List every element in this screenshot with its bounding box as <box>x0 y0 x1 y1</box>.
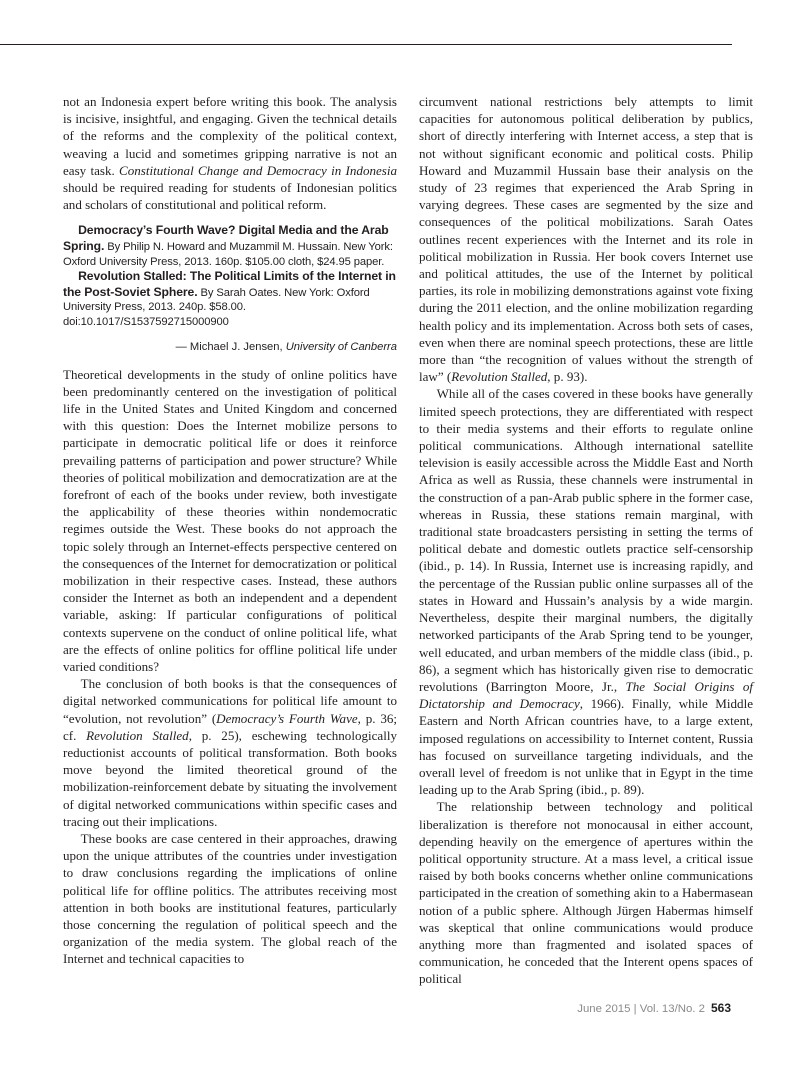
body-paragraph <box>63 830 397 968</box>
text-run: The relationship between technology and political liberalization is therefore not monocausal in either account, depending heavily on the emergence of apertures within the political opportunity structure. At a mass level, a critical issue raised by both books concerns whether online communications participated in the creation of something akin to a Habermasean notion of a public sphere. Although Jürgen Habermas himself was skeptical that online communications would produce anything more than fragmented and isolated spaces of communication, he conceded that the Interent opens spaces of political <box>419 799 753 987</box>
book-citation-2 <box>63 269 397 329</box>
text-run: These books are case centered in their approaches, drawing upon the unique attributes of the countries under investigation to draw conclusions regarding the implications of online political life for offline politics. The attributes receiving most attention in both books are institutional features, particularly those concerning the regulation of political speech and the organization of the media system. The global reach of the Internet and technical capacities to <box>63 831 397 967</box>
left-column <box>63 93 397 968</box>
body-paragraph <box>63 366 397 676</box>
body-paragraph <box>63 675 397 830</box>
reviewer-byline: — Michael J. Jensen, University of Canberra <box>175 340 397 353</box>
text-run: , p. 36; cf. <box>63 710 397 743</box>
book-details-2: By Sarah Oates. New York: Oxford University Press, 2013. 240p. $58.00. <box>63 286 370 314</box>
text-run: , p. 93). <box>547 369 588 385</box>
book-title-2: Revolution Stalled: The Political Limits of the Internet in the Post-Soviet Sphere. <box>63 269 396 299</box>
text-run: Theoretical developments in the study of online politics have been predominantly centered on the investigation of political life in the United States and United Kingdom and concerned with this question: Does the Internet mobilize persons to participate in democratic political life or does it reinforce prevailing patterns of participation and power structure? While theories of political mobilization and democratization are at the forefront of each of the books under review, both investigate the applicability of these theories within nondemocratic regimes outside the West. These books do not approach the topic solely through an Internet-effects perspective centered on the consequences of the Internet for democratization or political mobilization in their respective cases. Instead, these authors consider the Internet as both an independent and a dependent variable, asking: If particular configurations of political contexts supervene on the conduct of online political life, what are the effects of online politics for offline political life under varied conditions? <box>63 366 398 675</box>
journal-issue: June 2015 | Vol. 13/No. 2 <box>577 1003 705 1015</box>
doi: doi:10.1017/S1537592715000900 <box>63 315 229 328</box>
text-run: , 1966). Finally, while Middle Eastern and North African countries have, to a large extent, imposed regulations on accessibility to Internet content, Russia has focused on surveillance targeting individuals, and the overall level of freedom is not unlike that in Egypt in the time leading up to the Arab Spring (ibid., p. 89). <box>419 696 753 798</box>
italic-run: Constitutional Change and Democracy in Indonesia <box>119 162 398 178</box>
text-run: circumvent national restrictions bely attempts to limit capacities for autonomous political deliberation by publics, short of directly interfering with Internet access, a step that is not without significant economic and political costs. Philip Howard and Muzammil Hussain base their analysis on the study of 23 regimes that experienced the Arab Spring in varying degrees. These cases are segmented by the size and consequences of the political mobilizations. Sarah Oates outlines recent experiences with the Internet and its role in political mobilization in Russia. Her book covers Internet use and political attitudes, the use of the Internet by political parties, its role in mobilizing demonstrations against vote fixing during the 2011 election, and the online mobilization regarding health policy and its implementation. Across both sets of cases, even when there are nominal speech protections, these are little more than “the recognition of values without the strength of law” ( <box>419 94 753 385</box>
reviewer-affiliation: University of Canberra <box>285 340 397 353</box>
italic-run: Revolution Stalled <box>451 369 548 385</box>
italic-run: Democracy’s Fourth Wave <box>216 710 358 726</box>
italic-run: The Social Origins of Dictatorship and Democracy <box>419 678 753 712</box>
page-footer <box>577 1001 731 1015</box>
text-run: , p. 25), eschewing technologically reductionist accounts of political transformation. Both books move beyond the limited theoretical ground of the mobilization-reinforcement debate by situating the involvement of digital networked communications within specific cases and tracing out their implications. <box>63 727 397 829</box>
header-rule <box>0 44 732 45</box>
body-paragraph <box>419 385 753 798</box>
right-column <box>419 93 753 988</box>
intro-paragraph <box>63 93 397 213</box>
book-title-1: Democracy’s Fourth Wave? Digital Media and the Arab Spring. <box>63 223 389 254</box>
italic-run: Revolution Stalled <box>86 727 189 743</box>
book-details-1: By Philip N. Howard and Muzammil M. Hussain. New York: Oxford University Press, 2013. 160p. $105.00 cloth, $24.95 paper. <box>63 241 393 268</box>
text-run: should be required reading for students of Indonesian politics and scholars of constitutional and political reform. <box>63 180 397 213</box>
text-run: not an Indonesia expert before writing this book. The analysis is incisive, insightful, and engaging. Given the technical details of the reforms and the complexity of the political context, weaving a lucid and sometimes gripping narrative is not an easy task. <box>63 94 397 178</box>
book-citation-1 <box>63 223 397 269</box>
body-paragraph <box>419 798 753 987</box>
body-paragraph <box>419 93 753 385</box>
text-run: The conclusion of both books is that the consequences of digital networked communications for political life amount to “evolution, not revolution” ( <box>63 676 397 726</box>
text-run: While all of the cases covered in these books have generally limited speech protections, they are differentiated with respect to their media systems and their efforts to regulate online political communications. Although international satellite television is easily accessible across the Middle East and North Africa as well as Russia, these channels were instrumental in the construction of a pan-Arab public sphere in the former case, whereas in Russia, these stations remain marginal, with traditional state broadcasters persisting in setting the terms of political debate and domestic outlets practice self-censorship (ibid., p. 14). In Russia, Internet use is increasing rapidly, and the percentage of the Russian public online surpasses all of the states in Howard and Hussain’s analysis by a wide margin. Nevertheless, despite their marginal numbers, the digitally networked participants of the Arab Spring tend to be younger, well educated, and urban members of the middle class (ibid., p. 86), a segment which has historically given rise to democratic revolutions (Barrington Moore, Jr., <box>419 386 753 694</box>
page-number: 563 <box>710 1001 731 1015</box>
